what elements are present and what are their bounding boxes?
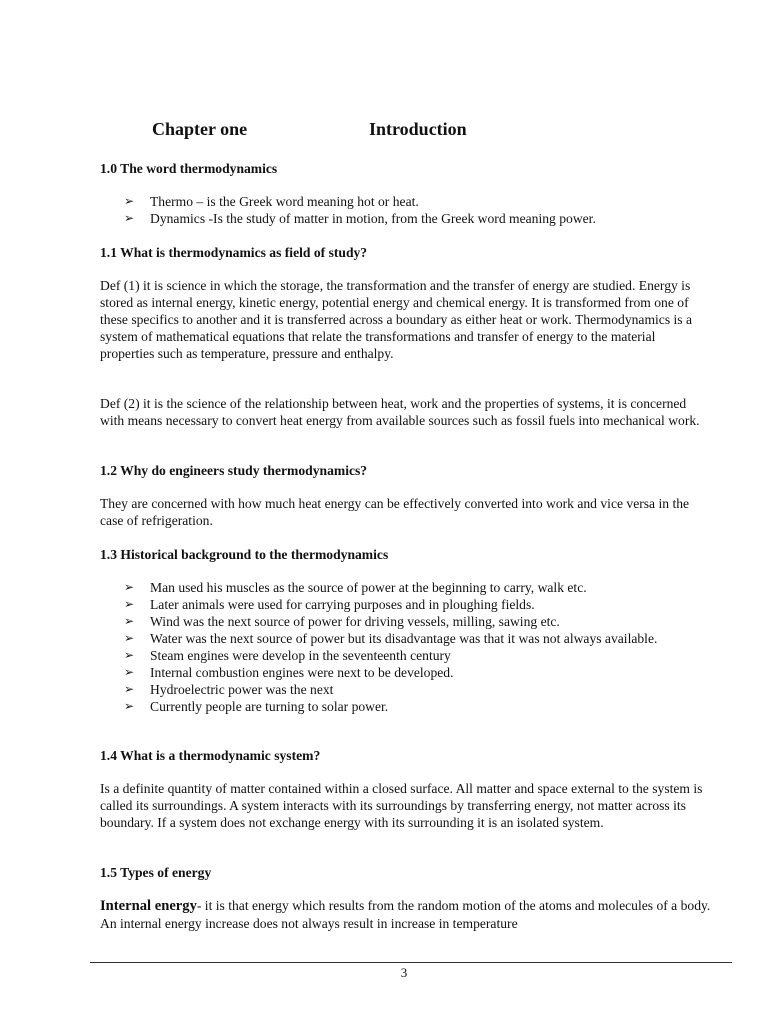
list-item: ➢ Man used his muscles as the source of power at the beginning to carry, walk etc. [124,580,587,595]
section-1-0-heading: 1.0 The word thermodynamics [100,161,278,176]
definition-1-paragraph: Def (1) it is science in which the storage, the transformation and the transfer of energy are studied. Energy is stored as internal energy, kinetic energy, potential energy and chemical energy. It is transformed from one of these specifics to another and it is transferred across a boundary as either heat or work. Thermodynamics is a system of mathematical equations that relate the transformations and transfer of energy to the material properties such as temperature, pressure and enthalpy. [100,278,693,361]
section-1-2-heading: 1.2 Why do engineers study thermodynamics? [100,463,368,478]
list-item: ➢ Steam engines were develop in the seventeenth century [124,648,451,663]
arrow-bullet-icon: ➢ [124,580,135,594]
footer-divider [90,962,732,963]
section-1-5-heading: 1.5 Types of energy [100,865,212,880]
arrow-bullet-icon: ➢ [124,631,135,645]
chapter-title: Introduction [369,119,467,139]
page-number: 3 [400,965,408,980]
arrow-bullet-icon: ➢ [124,699,135,713]
internal-energy-paragraph [100,897,712,932]
chapter-label: Chapter one [152,119,248,139]
section-1-3-list [124,579,714,715]
section-1-2-paragraph: They are concerned with how much heat energy can be effectively converted into work and vice versa in the case of refrigeration. [100,496,690,528]
list-item: ➢ Water was the next source of power but its disadvantage was that it was not always available. [124,631,658,646]
list-item: ➢ Dynamics -Is the study of matter in motion, from the Greek word meaning power. [124,211,596,226]
list-item: ➢ Currently people are turning to solar power. [124,699,389,714]
list-item: ➢ Internal combustion engines were next to be developed. [124,665,454,680]
section-1-3-heading: 1.3 Historical background to the thermodynamics [100,547,389,562]
section-1-1-heading: 1.1 What is thermodynamics as field of study? [100,245,368,260]
arrow-bullet-icon: ➢ [124,194,135,208]
internal-energy-term: Internal energy [100,898,197,914]
arrow-bullet-icon: ➢ [124,211,135,225]
arrow-bullet-icon: ➢ [124,665,135,679]
section-1-0-list [124,193,724,227]
list-item: ➢ Hydroelectric power was the next [124,682,334,697]
chapter-heading [0,121,768,143]
arrow-bullet-icon: ➢ [124,648,135,662]
arrow-bullet-icon: ➢ [124,614,135,628]
internal-energy-text: - it is that energy which results from the random motion of the atoms and molecules of a body. An internal energy increase does not always result in increase in temperature [100,898,711,931]
list-item: ➢ Wind was the next source of power for driving vessels, milling, sawing etc. [124,614,560,629]
list-item: ➢ Later animals were used for carrying purposes and in ploughing fields. [124,597,535,612]
arrow-bullet-icon: ➢ [124,682,135,696]
arrow-bullet-icon: ➢ [124,597,135,611]
section-1-4-paragraph: Is a definite quantity of matter contained within a closed surface. All matter and space external to the system is called its surroundings. A system interacts with its surroundings by transferring energy, not matter across its boundary. If a system does not exchange energy with its surrounding it is an isolated system. [100,781,703,830]
list-item: ➢ Thermo – is the Greek word meaning hot or heat. [124,194,419,209]
section-1-4-heading: 1.4 What is a thermodynamic system? [100,748,321,763]
definition-2-paragraph: Def (2) it is the science of the relationship between heat, work and the properties of systems, it is concerned with means necessary to convert heat energy from available sources such as fossil fuels into mechanical work. [100,396,700,428]
